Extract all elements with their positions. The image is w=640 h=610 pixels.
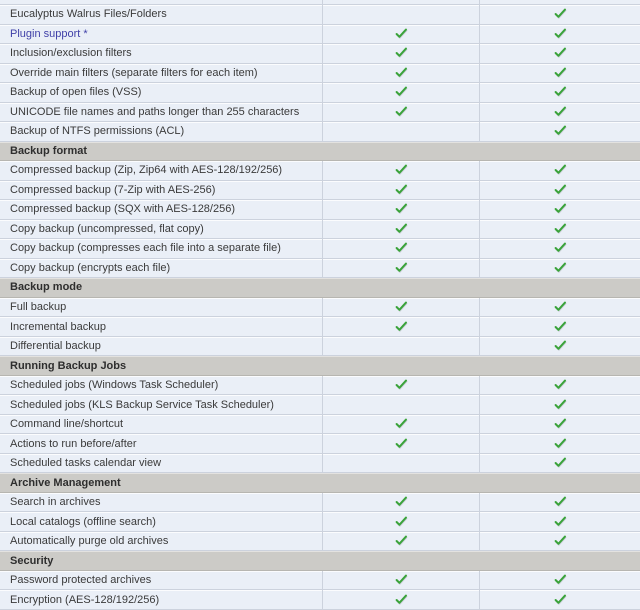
product2-cell — [480, 220, 640, 239]
product1-cell — [323, 571, 480, 590]
product2-cell — [480, 434, 640, 453]
section-header-row — [0, 278, 640, 298]
product1-cell — [323, 454, 480, 473]
feature-label-cell — [0, 122, 323, 141]
feature-label: Automatically purge old archives — [10, 535, 169, 548]
feature-row — [0, 317, 640, 337]
check-icon — [554, 418, 567, 430]
product2-cell — [480, 317, 640, 336]
feature-row — [0, 454, 640, 474]
feature-label: Search in archives — [10, 496, 101, 509]
check-icon — [554, 574, 567, 586]
product1-cell — [323, 298, 480, 317]
check-icon — [395, 223, 408, 235]
section-header-row — [0, 356, 640, 376]
feature-label-cell — [0, 454, 323, 473]
check-icon — [395, 28, 408, 40]
feature-label: Scheduled jobs (KLS Backup Service Task Scheduler) — [10, 398, 274, 411]
feature-label-cell — [0, 200, 323, 219]
feature-row — [0, 64, 640, 84]
product2-cell — [480, 532, 640, 551]
section-header-label: Security — [10, 554, 54, 567]
product2-cell — [480, 512, 640, 531]
feature-label: Compressed backup (SQX with AES-128/256) — [10, 203, 236, 216]
feature-row — [0, 298, 640, 318]
product2-cell — [480, 25, 640, 44]
feature-row — [0, 532, 640, 552]
feature-row — [0, 415, 640, 435]
check-icon — [554, 457, 567, 469]
product2-cell — [480, 83, 640, 102]
feature-label-cell — [0, 493, 323, 512]
check-icon — [554, 67, 567, 79]
feature-label: Encryption (AES-128/192/256) — [10, 593, 160, 606]
product1-cell — [323, 220, 480, 239]
check-icon — [395, 86, 408, 98]
feature-label-cell — [0, 5, 323, 24]
section-header-row — [0, 473, 640, 493]
check-icon — [554, 399, 567, 411]
check-icon — [554, 242, 567, 254]
product1-cell — [323, 64, 480, 83]
check-icon — [395, 106, 408, 118]
feature-row — [0, 395, 640, 415]
feature-row — [0, 44, 640, 64]
feature-label: Backup of NTFS permissions (ACL) — [10, 125, 185, 138]
feature-label-cell — [0, 337, 323, 356]
feature-row — [0, 512, 640, 532]
product1-cell — [323, 590, 480, 609]
check-icon — [554, 301, 567, 313]
feature-label: Copy backup (encrypts each file) — [10, 261, 171, 274]
feature-row — [0, 103, 640, 123]
check-icon — [395, 574, 408, 586]
section-header-label: Backup mode — [10, 281, 83, 294]
feature-label: Actions to run before/after — [10, 437, 137, 450]
feature-label-cell — [0, 415, 323, 434]
check-icon — [554, 106, 567, 118]
feature-label: Full backup — [10, 300, 67, 313]
check-icon — [554, 184, 567, 196]
check-icon — [395, 379, 408, 391]
feature-row — [0, 337, 640, 357]
product2-cell — [480, 44, 640, 63]
section-header-label: Backup format — [10, 144, 88, 157]
product1-cell — [323, 5, 480, 24]
feature-label-cell — [0, 161, 323, 180]
feature-label-cell — [0, 220, 323, 239]
feature-label: Scheduled tasks calendar view — [10, 457, 162, 470]
feature-label: Override main filters (separate filters for each item) — [10, 66, 258, 79]
feature-label-cell — [0, 395, 323, 414]
check-icon — [395, 438, 408, 450]
feature-label-cell — [0, 64, 323, 83]
feature-label-cell — [0, 298, 323, 317]
check-icon — [554, 164, 567, 176]
feature-row — [0, 181, 640, 201]
check-icon — [395, 262, 408, 274]
check-icon — [554, 438, 567, 450]
product1-cell — [323, 317, 480, 336]
product1-cell — [323, 512, 480, 531]
feature-label-cell — [0, 590, 323, 609]
feature-row — [0, 434, 640, 454]
product1-cell — [323, 532, 480, 551]
feature-label-cell — [0, 376, 323, 395]
product2-cell — [480, 395, 640, 414]
product1-cell — [323, 181, 480, 200]
section-header-label: Running Backup Jobs — [10, 359, 127, 372]
product2-cell — [480, 376, 640, 395]
product2-cell — [480, 454, 640, 473]
check-icon — [395, 47, 408, 59]
feature-row — [0, 220, 640, 240]
feature-row — [0, 571, 640, 591]
feature-label-cell — [0, 103, 323, 122]
feature-label: Command line/shortcut — [10, 418, 124, 431]
product1-cell — [323, 239, 480, 258]
feature-label-cell — [0, 44, 323, 63]
check-icon — [554, 28, 567, 40]
product2-cell — [480, 122, 640, 141]
check-icon — [395, 535, 408, 547]
feature-label-cell — [0, 25, 323, 44]
product2-cell — [480, 493, 640, 512]
product1-cell — [323, 259, 480, 278]
feature-row — [0, 590, 640, 610]
check-icon — [395, 301, 408, 313]
check-icon — [554, 340, 567, 352]
feature-row — [0, 122, 640, 142]
product1-cell — [323, 161, 480, 180]
feature-label: Inclusion/exclusion filters — [10, 47, 132, 60]
feature-row — [0, 493, 640, 513]
feature-label: Incremental backup — [10, 320, 106, 333]
feature-row — [0, 25, 640, 45]
feature-label-cell — [0, 83, 323, 102]
feature-label: Copy backup (compresses each file into a separate file) — [10, 242, 281, 255]
product2-cell — [480, 590, 640, 609]
feature-label: Copy backup (uncompressed, flat copy) — [10, 222, 204, 235]
feature-label: Local catalogs (offline search) — [10, 515, 156, 528]
check-icon — [554, 516, 567, 528]
feature-label-cell — [0, 239, 323, 258]
clipped-product2-cell — [480, 0, 640, 4]
feature-row — [0, 200, 640, 220]
product2-cell — [480, 239, 640, 258]
product2-cell — [480, 298, 640, 317]
section-header-label: Archive Management — [10, 476, 121, 489]
product2-cell — [480, 103, 640, 122]
feature-link[interactable]: Plugin support * — [10, 27, 88, 40]
product1-cell — [323, 434, 480, 453]
product2-cell — [480, 571, 640, 590]
check-icon — [395, 203, 408, 215]
clipped-feature-cell — [0, 0, 323, 4]
product1-cell — [323, 395, 480, 414]
feature-label-cell — [0, 317, 323, 336]
section-header-row — [0, 142, 640, 162]
feature-label-cell — [0, 434, 323, 453]
product1-cell — [323, 103, 480, 122]
feature-row — [0, 239, 640, 259]
product2-cell — [480, 415, 640, 434]
check-icon — [554, 535, 567, 547]
product2-cell — [480, 181, 640, 200]
check-icon — [554, 379, 567, 391]
check-icon — [554, 125, 567, 137]
feature-label-cell — [0, 532, 323, 551]
check-icon — [395, 321, 408, 333]
product1-cell — [323, 44, 480, 63]
product1-cell — [323, 376, 480, 395]
product2-cell — [480, 259, 640, 278]
product1-cell — [323, 337, 480, 356]
feature-label: Compressed backup (7-Zip with AES-256) — [10, 183, 216, 196]
product1-cell — [323, 200, 480, 219]
product1-cell — [323, 493, 480, 512]
check-icon — [395, 164, 408, 176]
product2-cell — [480, 337, 640, 356]
check-icon — [554, 496, 567, 508]
check-icon — [554, 262, 567, 274]
feature-label: UNICODE file names and paths longer than 255 characters — [10, 105, 300, 118]
check-icon — [395, 496, 408, 508]
check-icon — [554, 8, 567, 20]
feature-label: Backup of open files (VSS) — [10, 86, 142, 99]
check-icon — [395, 184, 408, 196]
feature-label-cell — [0, 571, 323, 590]
check-icon — [395, 594, 408, 606]
product1-cell — [323, 25, 480, 44]
check-icon — [395, 516, 408, 528]
feature-row — [0, 259, 640, 279]
check-icon — [554, 47, 567, 59]
feature-row — [0, 83, 640, 103]
check-icon — [554, 86, 567, 98]
feature-row — [0, 5, 640, 25]
check-icon — [554, 321, 567, 333]
check-icon — [554, 223, 567, 235]
product1-cell — [323, 83, 480, 102]
product2-cell — [480, 64, 640, 83]
feature-row — [0, 376, 640, 396]
check-icon — [395, 242, 408, 254]
product2-cell — [480, 161, 640, 180]
feature-label: Scheduled jobs (Windows Task Scheduler) — [10, 379, 219, 392]
feature-label: Eucalyptus Walrus Files/Folders — [10, 8, 167, 21]
feature-label-cell — [0, 259, 323, 278]
product2-cell — [480, 5, 640, 24]
check-icon — [395, 418, 408, 430]
product2-cell — [480, 200, 640, 219]
feature-label-cell — [0, 181, 323, 200]
check-icon — [554, 203, 567, 215]
feature-label-cell — [0, 512, 323, 531]
feature-label: Differential backup — [10, 340, 101, 353]
section-header-row — [0, 551, 640, 571]
product1-cell — [323, 415, 480, 434]
feature-label: Compressed backup (Zip, Zip64 with AES-128/192/256) — [10, 164, 283, 177]
feature-row — [0, 161, 640, 181]
product1-cell — [323, 122, 480, 141]
feature-label: Password protected archives — [10, 574, 152, 587]
clipped-product1-cell — [323, 0, 480, 4]
check-icon — [395, 67, 408, 79]
check-icon — [554, 594, 567, 606]
